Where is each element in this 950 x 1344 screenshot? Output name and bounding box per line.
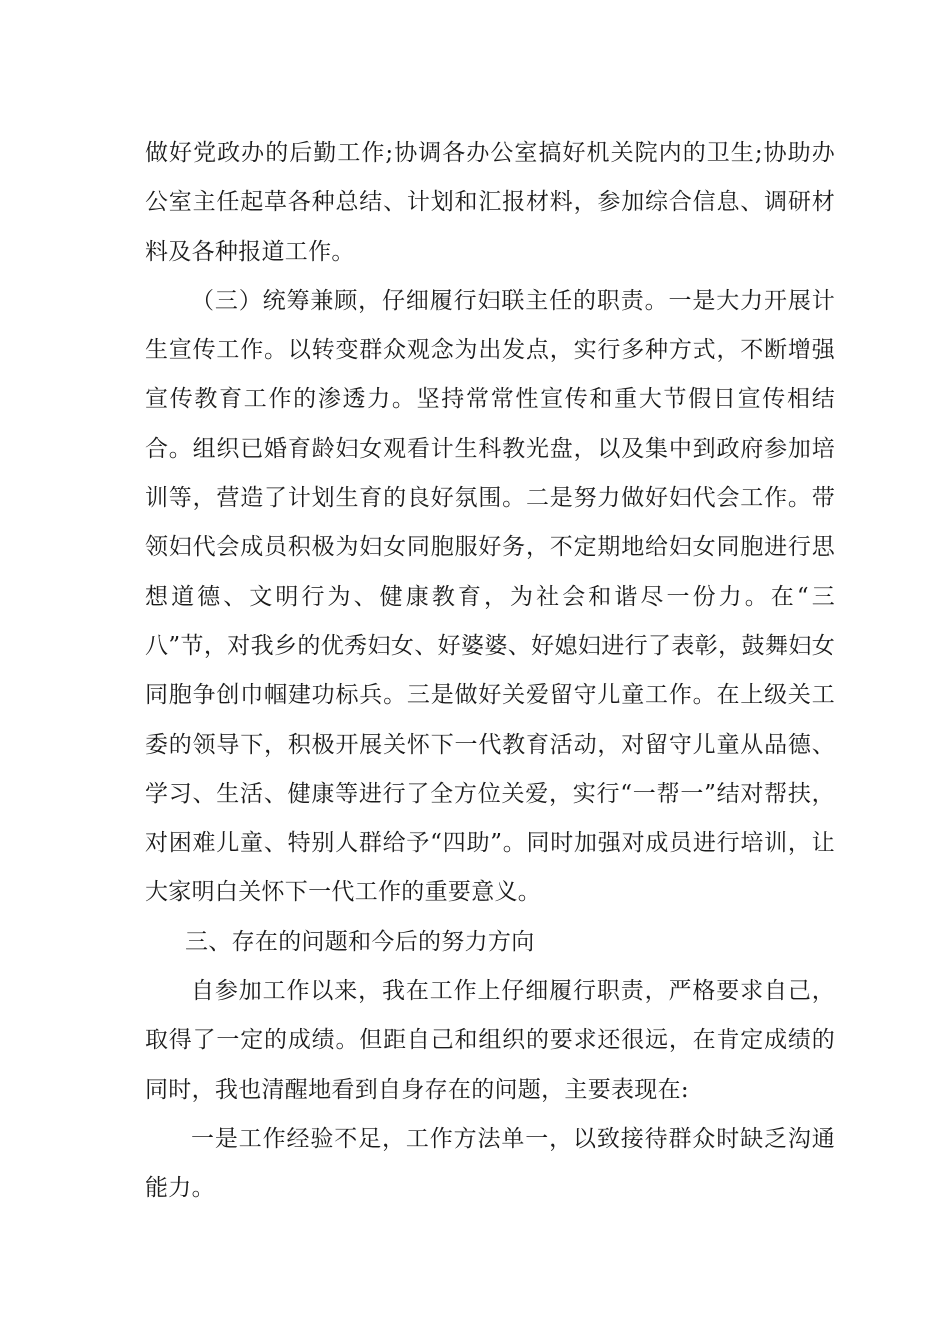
section-heading-problems-and-direction: 三、存在的问题和今后的努力方向 [185, 928, 535, 955]
paragraph-womens-federation-duties: （三）统筹兼顾，仔细履行妇联主任的职责。一是大力开展计生宣传工作。以转变群众观念为出发点，实行多种方式，不断增强宣传教育工作的渗透力。坚持常常性宣传和重大节假日宣传相结合。组织已婚育龄妇女观看计生科教光盘，以及集中到政府参加培训等，营造了计划生育的良好氛围。二是努力做好妇代会工作。带领妇代会成员积极为妇女同胞服好务，不定期地给妇女同胞进行思想道德、文明行为、健康教育，为社会和谐尽一份力。在“三八”节，对我乡的优秀妇女、好婆婆、好媳妇进行了表彰，鼓舞妇女同胞争创巾帼建功标兵。三是做好关爱留守儿童工作。在上级关工委的领导下，积极开展关怀下一代教育活动，对留守儿童从品德、学习、生活、健康等进行了全方位关爱，实行“一帮一”结对帮扶，对困难儿童、特别人群给予“四助”。同时加强对成员进行培训，让大家明白关怀下一代工作的重要意义。 [145, 287, 835, 906]
document-body [145, 129, 835, 1214]
paragraph-problem-one: 一是工作经验不足，工作方法单一，以致接待群众时缺乏沟通能力。 [145, 1125, 835, 1202]
paragraph-logistics: 做好党政办的后勤工作;协调各办公室搞好机关院内的卫生;协助办公室主任起草各种总结、计划和汇报材料，参加综合信息、调研材料及各种报道工作。 [145, 140, 835, 265]
paragraph-self-assessment: 自参加工作以来，我在工作上仔细履行职责，严格要求自己，取得了一定的成绩。但距自己和组织的要求还很远，在肯定成绩的同时，我也清醒地看到自身存在的问题，主要表现在: [145, 978, 835, 1103]
